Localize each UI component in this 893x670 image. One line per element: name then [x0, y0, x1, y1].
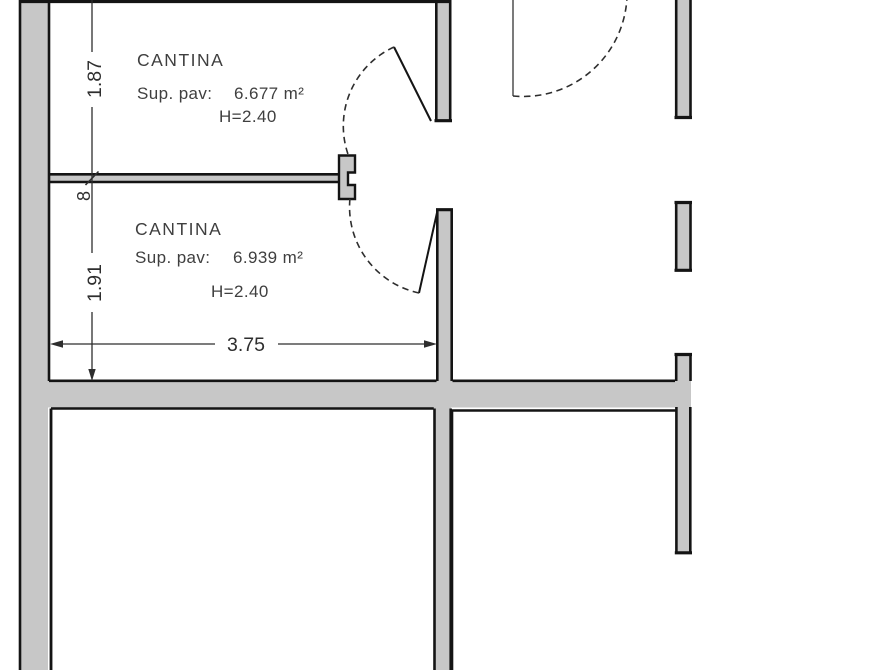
- room-upper-cantina-labels: [137, 50, 304, 126]
- door-lower-cantina: [350, 198, 438, 293]
- door-lower-swing-arc: [350, 198, 419, 293]
- door-upper-swing-arc: [343, 47, 394, 157]
- horizontal-dimension: [50, 334, 437, 356]
- dim-partition-thickness: 8: [74, 190, 94, 202]
- door-upper-leaf: [394, 47, 431, 121]
- room-upper-height: H=2.40: [219, 107, 277, 126]
- room-upper-area-value: 6.677 m²: [234, 84, 305, 103]
- dim-rooms-width: 3.75: [227, 334, 265, 356]
- door-lower-leaf: [419, 211, 438, 294]
- wall-fills: [20, 0, 691, 670]
- room-lower-area-label: Sup. pav:: [135, 248, 211, 267]
- dimension-arrow-down: [88, 369, 95, 381]
- dim-upper-room-depth: 1.87: [84, 60, 106, 98]
- door-top-right-swing-arc: [513, 0, 627, 96]
- door-pier: [339, 156, 355, 200]
- door-upper-cantina: [343, 47, 431, 157]
- room-upper-area-label: Sup. pav:: [137, 84, 213, 103]
- room-upper-name: CANTINA: [137, 50, 225, 70]
- door-top-right: [513, 0, 627, 96]
- room-lower-name: CANTINA: [135, 219, 223, 239]
- dimension-arrow-left: [50, 340, 63, 347]
- dimension-arrow-right: [424, 340, 437, 347]
- vertical-dimension-chain: [74, 0, 106, 381]
- dim-lower-room-depth: 1.91: [84, 264, 106, 302]
- room-lower-height: H=2.40: [211, 282, 269, 301]
- room-lower-area-value: 6.939 m²: [233, 248, 304, 267]
- room-lower-cantina-labels: [135, 219, 303, 301]
